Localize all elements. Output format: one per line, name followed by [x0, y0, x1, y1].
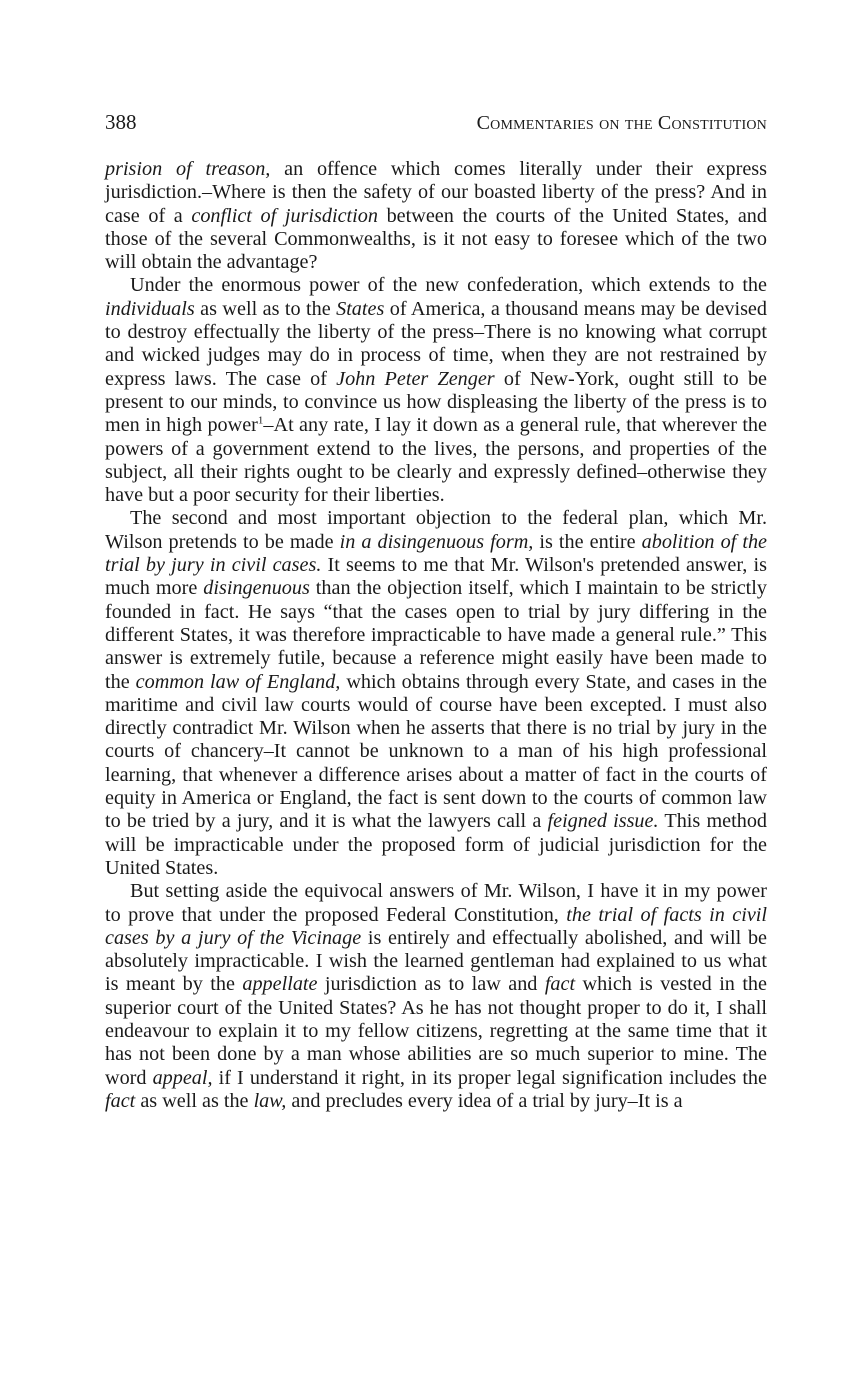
italic-text: feigned issue.	[547, 810, 659, 833]
italic-text: fact	[544, 973, 576, 996]
book-page	[105, 110, 767, 1113]
italic-text: fact	[105, 1089, 136, 1112]
text-run: This method will be impracticable under the proposed form of judicial jurisdiction for the United States.	[105, 810, 768, 879]
italic-text: conflict of jurisdiction	[191, 204, 378, 227]
italic-text: the trial of facts in civil cases by a jury of the Vicinage	[105, 903, 767, 949]
italic-text: appellate	[242, 973, 318, 996]
page-number: 388	[105, 110, 137, 134]
paragraph	[105, 158, 767, 274]
paragraph	[105, 880, 767, 1113]
italic-text: States	[336, 297, 385, 320]
paragraph	[105, 507, 767, 880]
italic-text: in a disingenuous form,	[339, 530, 534, 553]
italic-text: abolition of the trial by jury in civil cases.	[105, 530, 767, 577]
text-run: of America, a thousand means may be devised to destroy effectually the liberty of the press–There is no knowing what corrupt and wicked judges may do in process of time, when they are not restrained by express laws. The case of	[105, 297, 767, 390]
text-run: jurisdiction as to law and	[317, 973, 545, 996]
text-run: and precludes every idea of a trial by jury–It is a	[286, 1089, 683, 1112]
text-run: which is vested in the superior court of the United States? As he has not thought proper to do it, I shall endeavour to explain it to my fellow citizens, regretting at the same time that it has not been done by a man whose abilities are so much superior to mine. The word	[105, 973, 767, 1089]
text-run: is entirely and effectually abolished, and will be absolutely impracticable. I wish the learned gentleman had explained to us what is meant by the	[105, 926, 768, 996]
text-run: It seems to me that Mr. Wilson's pretended answer, is much more	[105, 554, 767, 600]
italic-text: appeal,	[152, 1066, 213, 1089]
body-text	[105, 158, 767, 1113]
italic-text: prision of treason,	[105, 158, 271, 180]
text-run: which obtains through every State, and cases in the maritime and civil law courts would of course have been excepted. I must also directly contradict Mr. Wilson when he asserts that there is no trial by jury in the courts of chancery–It cannot be unknown to a man of his high professional learning, that whenever a difference arises about a matter of fact in the courts of equity in America or England, the fact is sent down to the courts of common law to be tried by a jury, and it is what the lawyers call a	[105, 670, 767, 833]
text-run: an offence which comes literally under their express jurisdiction.–Where is then the safety of our boasted liberty of the press? And in case of a	[105, 158, 767, 227]
footnote-marker: 1	[257, 414, 264, 427]
paragraph	[105, 274, 767, 507]
italic-text: common law of England,	[135, 670, 341, 693]
text-run: But setting aside the equivocal answers of Mr. Wilson, I have it in my power to prove that under the proposed Federal Constitution,	[105, 880, 767, 926]
text-run: if I understand it right, in its proper legal signification includes the	[212, 1066, 767, 1089]
text-run: Under the enormous power of the new confederation, which extends to the	[130, 274, 767, 297]
italic-text: individuals	[105, 297, 195, 320]
text-run: –At any rate, I lay it down as a general rule, that wherever the powers of a government extend to the lives, the persons, and properties of the subject, all their rights ought to be clearly and expressly defined–otherwise they have but a poor security for their liberties.	[105, 414, 767, 507]
italic-text: disingenuous	[203, 577, 310, 600]
text-run: The second and most important objection to the federal plan, which Mr. Wilson pretends to be made	[105, 507, 767, 553]
text-run: as well as to the	[194, 297, 337, 320]
text-run: as well as the	[135, 1089, 254, 1112]
text-run: between the courts of the United States, and those of the several Commonwealths, is it not easy to foresee which of the two will obtain the advantage?	[105, 204, 767, 274]
italic-text: law,	[253, 1089, 287, 1112]
text-run: than the objection itself, which I maintain to be strictly founded in fact. He says “that the cases open to trial by jury differing in the different States, it was therefore impracticable to have made a general rule.” This answer is extremely futile, because a reference might easily have been made to the	[105, 577, 767, 693]
running-title: Commentaries on the Constitution	[476, 112, 767, 134]
text-run: of New-York, ought still to be present to our minds, to convince us how displeasing the liberty of the press is to men in high power	[105, 367, 767, 437]
text-run: is the entire	[533, 530, 642, 553]
italic-text: John Peter Zenger	[336, 367, 495, 390]
running-head	[105, 110, 767, 142]
